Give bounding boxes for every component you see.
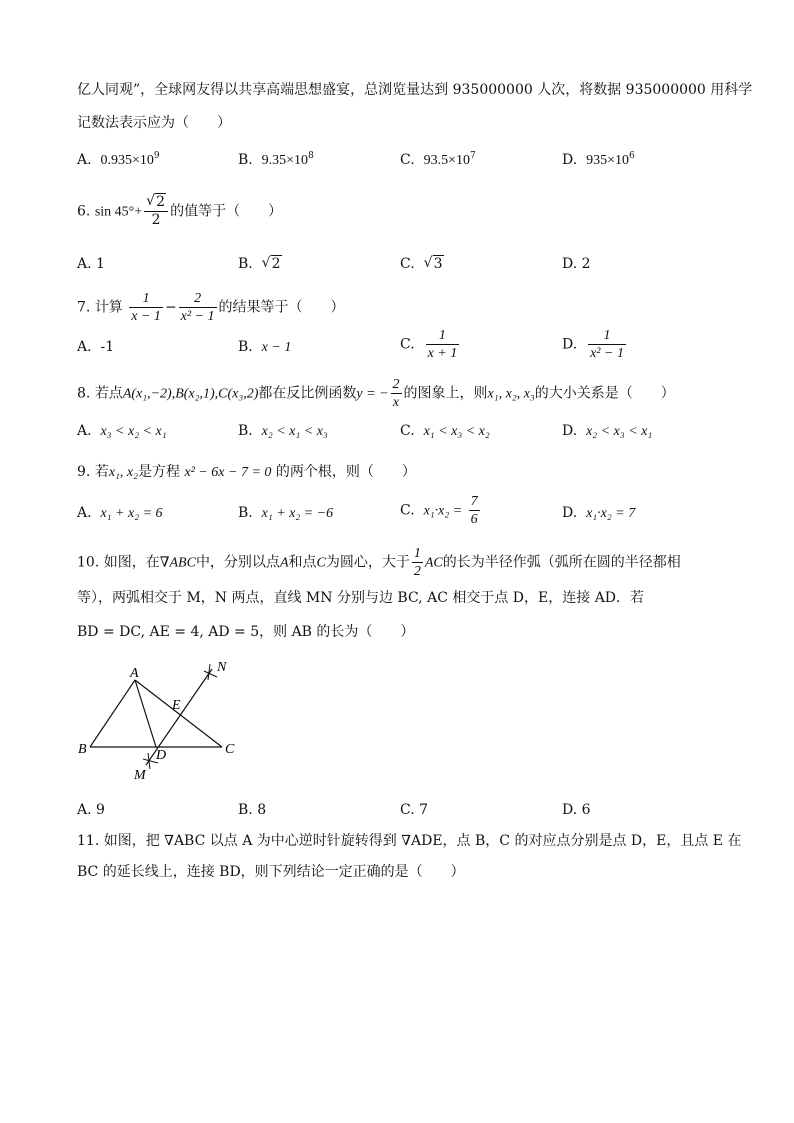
q9-option-b: B. x₁ + x₂ = −6 — [238, 505, 334, 521]
q8-option-d: D. x₂ < x₃ < x₁ — [562, 423, 653, 439]
q9-option-d: D. x₁·x₂ = 7 — [562, 505, 636, 521]
q9-option-a: A. x₁ + x₂ = 6 — [77, 505, 163, 521]
q7-option-d: D. $\frac{1}{\text{x² − 1}}$ — [562, 328, 624, 361]
q7-option-b: B. x − 1 — [238, 339, 292, 355]
q8-option-b: B. x₂ < x₁ < x₃ — [238, 423, 328, 439]
q8-option-c: C. x₁ < x₃ < x₂ — [400, 423, 490, 439]
q6-stem: 6. sin 45°+ √ $\frac{2}{2}$ 的值等于（ ） — [77, 194, 282, 229]
q5-option-c: C. $93.5\times 10^7$ — [400, 151, 476, 168]
q7-option-a: A. -1 — [77, 339, 115, 355]
q5-option-b: B. $9.35\times 10^8$ — [238, 151, 314, 168]
label-e: E — [172, 698, 181, 713]
label-m: M — [134, 768, 146, 783]
label-n: N — [217, 660, 227, 675]
q6-option-b: B. √ 2 — [238, 254, 282, 274]
q10-option-b: B. 8 — [238, 802, 267, 818]
segment-ac — [135, 680, 222, 747]
q10-option-a: A. 9 — [77, 802, 105, 818]
q6-option-c: C. √ 3 — [400, 254, 444, 274]
q9-stem: 9. 若x₁, x₂是方程 x² − 6x − 7 = 0 的两个根，则（ ） — [77, 464, 416, 480]
q10-line2: 等），两弧相交于 M，N 两点，直线 MN 分别与边 BC, AC 相交于点 D，E，连接 AD．若 — [77, 590, 645, 606]
q10-triangle-figure — [72, 655, 252, 785]
q10-line3: BD = DC, AE = 4, AD = 5，则 AB 的长为（ ） — [77, 624, 415, 640]
q6-option-a: A. 1 — [77, 256, 105, 272]
q7-stem: 7. 计算 $\frac{1}{x - 1}$ − $\frac{2}{\text{x² − 1}}$ 的结果等于（ ） — [77, 291, 345, 324]
q8-option-a: A. x₃ < x₂ < x₁ — [77, 423, 167, 439]
q5-line2: 记数法表示应为（ ） — [77, 115, 231, 131]
q5-option-d: D. $935\times 10^6$ — [562, 151, 635, 168]
q10-option-d: D. 6 — [562, 802, 591, 818]
q11-line1: 11. 如图，把 ∇ABC 以点 A 为中心逆时针旋转得到 ∇ADE，点 B，C 的对应点分别是点 D，E，且点 E 在 — [77, 833, 742, 849]
q11-line2: BC 的延长线上，连接 BD，则下列结论一定正确的是（ ） — [77, 864, 465, 880]
q7-option-c: C. $\frac{1}{x + 1}$ — [400, 328, 458, 361]
q6-fraction: √ $\frac{2}{2}$ — [144, 194, 168, 229]
q10-option-c: C. 7 — [400, 802, 429, 818]
q10-line1: 10. 如图，在∇ABC中，分别以点A和点C为圆心，大于 $\frac{1}{2}$ AC的长为半径作弧（弧所在圆的半径都相 — [77, 546, 681, 579]
label-c: C — [225, 742, 235, 757]
q5-option-a: A. $0.935\times 10^9$ — [77, 151, 160, 168]
q9-option-c: C. x₁·x₂ = $\frac{7}{6}$ — [400, 494, 478, 527]
segment-ab — [90, 680, 135, 747]
q5-line1: 亿人同观”，全球网友得以共享高端思想盛宴，总浏览量达到 935000000 人次，将数据 935000000 用科学 — [77, 82, 753, 98]
q6-option-d: D. 2 — [562, 256, 591, 272]
segment-ad — [135, 680, 156, 747]
label-d: D — [156, 748, 167, 763]
q8-stem: 8. 若点A(x₁,−2),B(x₂,1),C(x₃,2)都在反比例函数y = − $\frac{2}{x}$ 的图象上，则x₁, x₂, x₃的大小关系是（ ） — [77, 377, 675, 410]
label-a: A — [130, 666, 139, 681]
label-b: B — [78, 742, 87, 757]
